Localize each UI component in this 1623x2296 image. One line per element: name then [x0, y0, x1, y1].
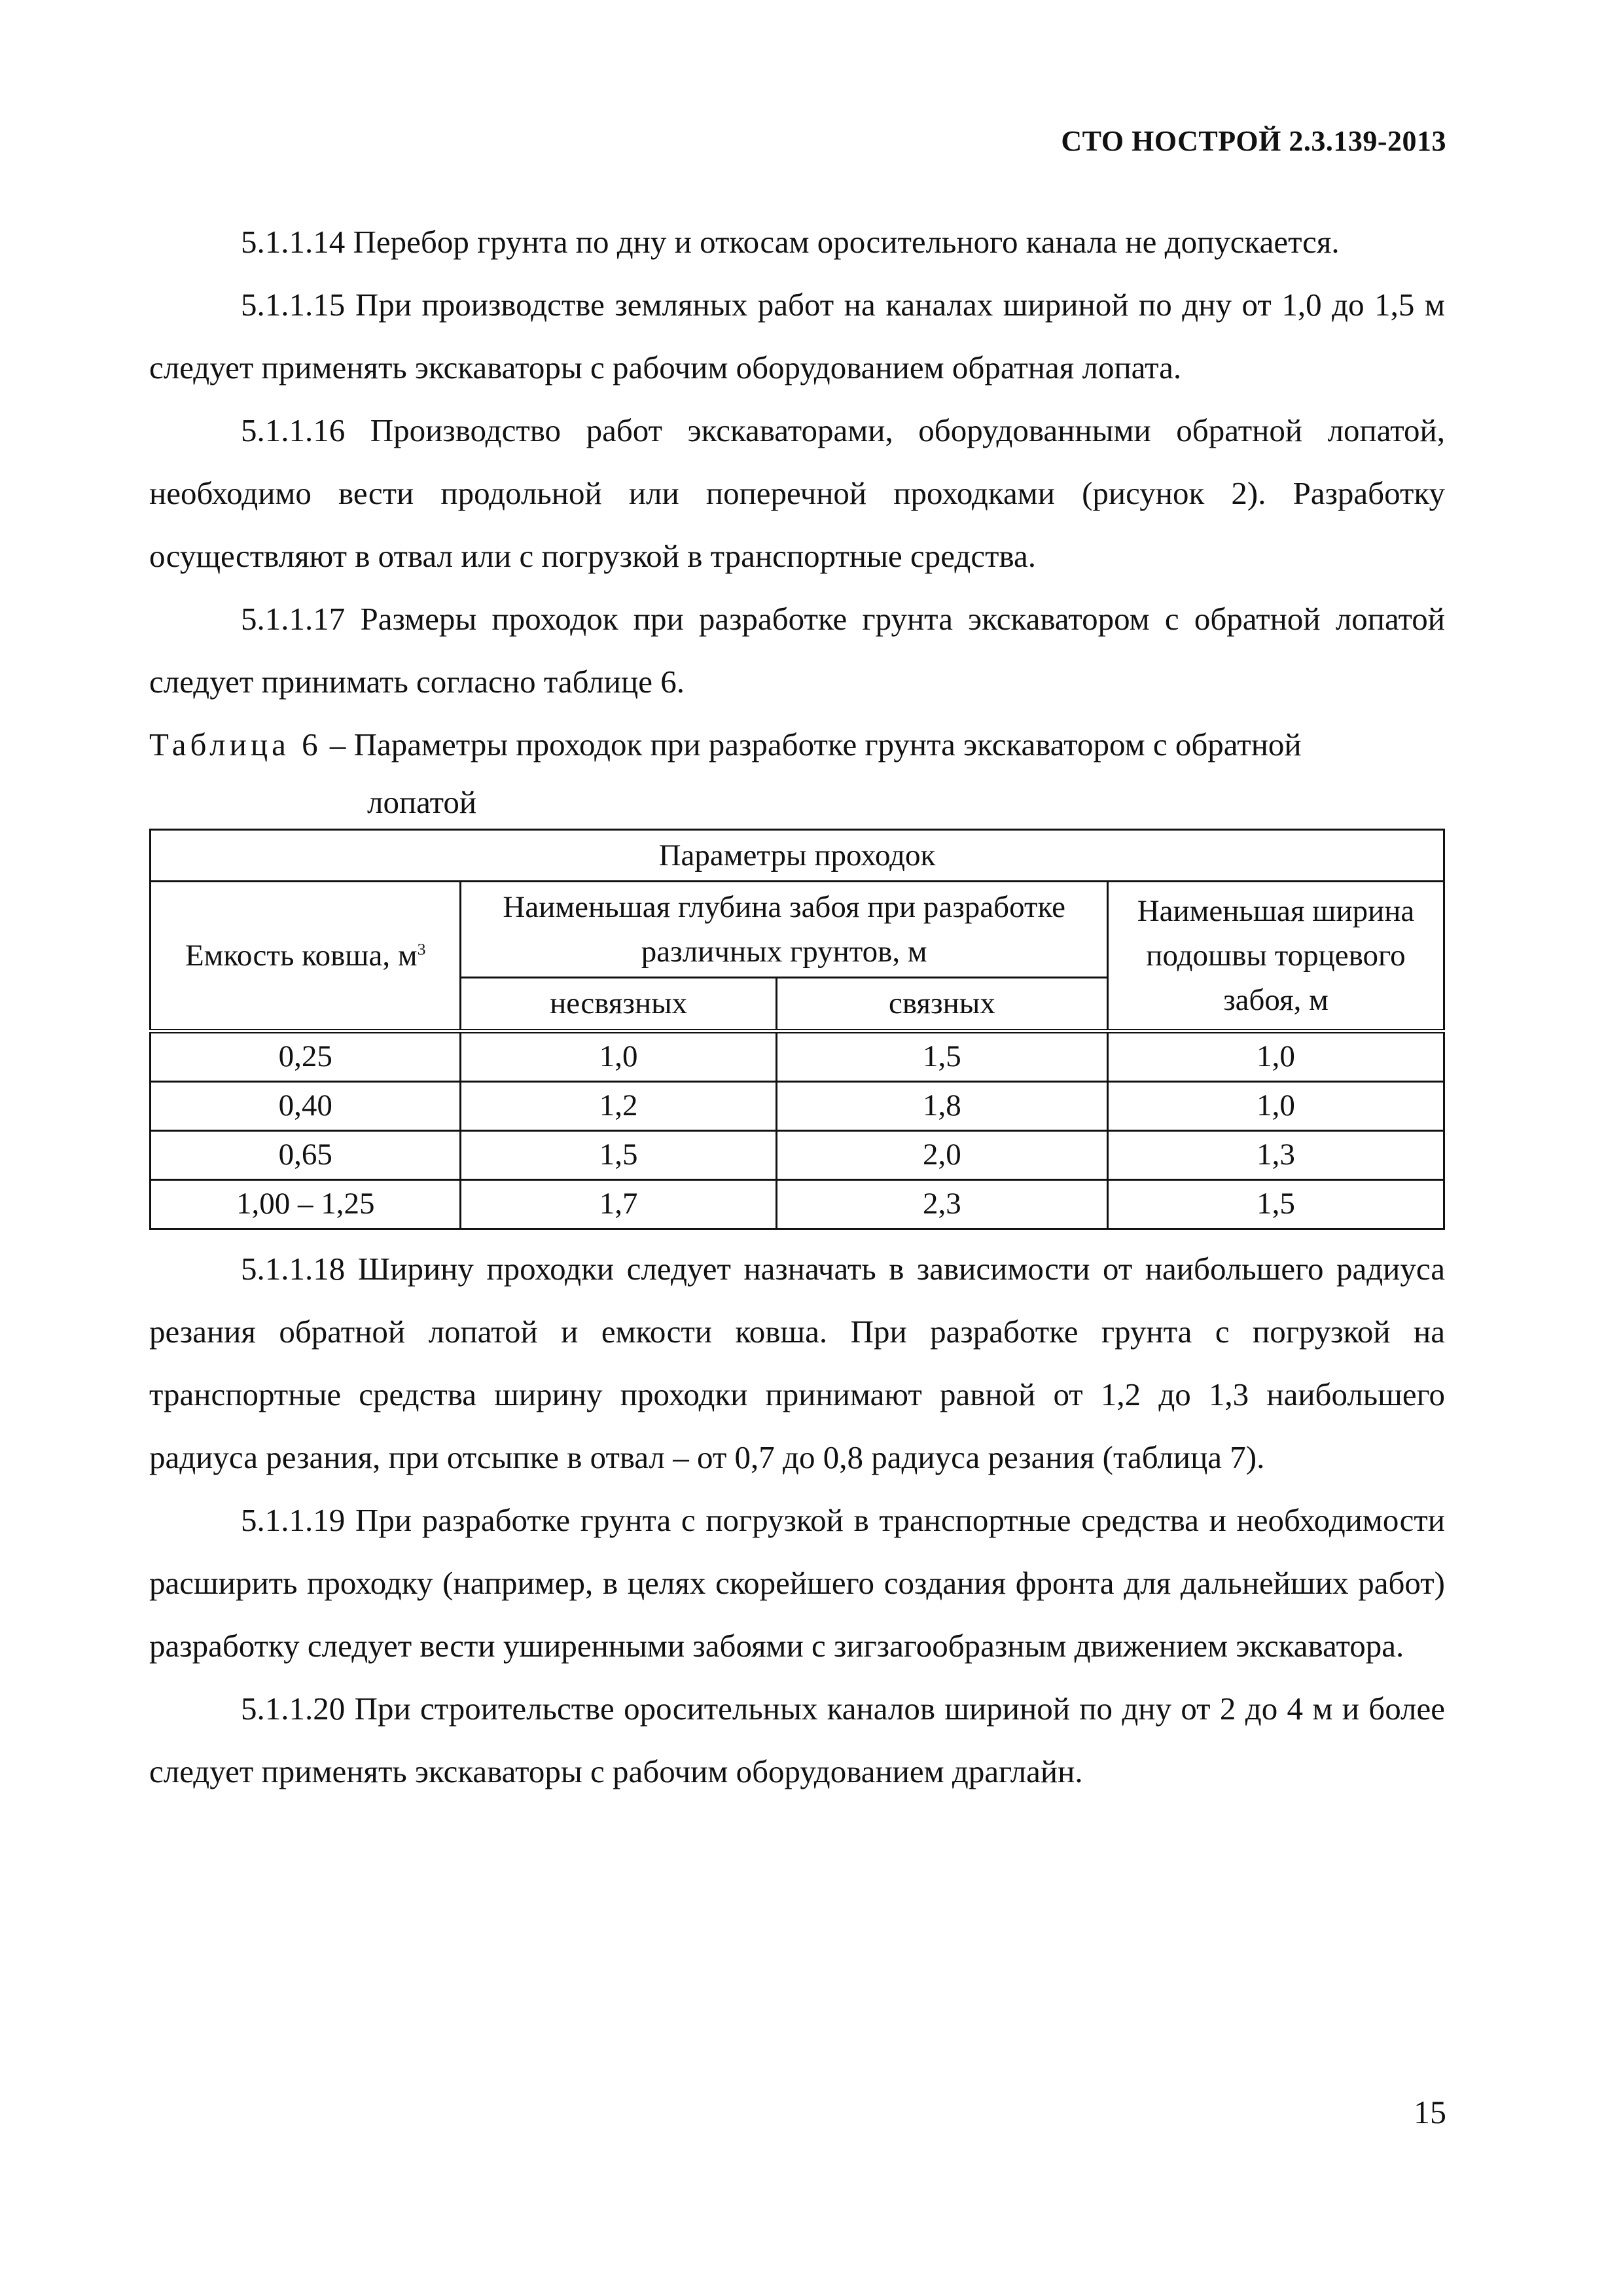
table-6-caption-continuation: лопатой [367, 784, 477, 820]
column-header-loose-soils: несвязных [461, 978, 776, 1031]
table-6-caption-text: – Параметры проходок при разработке грунта экскаватором с обратной [321, 726, 1302, 762]
cell-loose: 1,0 [461, 1031, 776, 1081]
table-6-caption [149, 713, 1445, 776]
cell-width: 1,0 [1107, 1081, 1444, 1130]
cell-cohesive: 2,0 [776, 1130, 1107, 1179]
cell-width: 1,5 [1107, 1179, 1444, 1229]
cell-bucket: 0,65 [151, 1130, 461, 1179]
bucket-capacity-label: Емкость ковша, м [185, 938, 418, 973]
cell-bucket: 0,40 [151, 1081, 461, 1130]
column-header-min-width: Наименьшая ширина подошвы торцевого забоя, м [1107, 882, 1444, 1031]
page-number: 15 [1414, 2094, 1446, 2130]
cell-bucket: 0,25 [151, 1031, 461, 1081]
page-body [149, 211, 1445, 1803]
table-6-caption-label: Таблица 6 [149, 726, 322, 762]
table-row [151, 1031, 1444, 1081]
table-6 [149, 829, 1445, 1230]
cubic-superscript: 3 [417, 939, 426, 959]
cell-loose: 1,5 [461, 1130, 776, 1179]
paragraph-5-1-1-19: 5.1.1.19 При разработке грунта с погрузкой в транспортные средства и необходимости расширить проходку (например, в целях скорейшего создания фронта для дальнейших работ) разработку следует вести уширенными забоями с зигзагообразным движением экскаватора. [149, 1501, 1445, 1664]
paragraph-5-1-1-15: 5.1.1.15 При производстве земляных работ на каналах шириной по дну от 1,0 до 1,5 м следует применять экскаваторы с рабочим оборудованием обратная лопата. [149, 287, 1445, 386]
cell-cohesive: 1,5 [776, 1031, 1107, 1081]
cell-width: 1,0 [1107, 1031, 1444, 1081]
cell-bucket: 1,00 – 1,25 [151, 1179, 461, 1229]
column-header-cohesive-soils: связных [776, 978, 1107, 1031]
table-row [151, 1130, 1444, 1179]
column-header-min-depth: Наименьшая глубина забоя при разработке различных грунтов, м [461, 882, 1107, 978]
table-row [151, 1179, 1444, 1229]
table-row [151, 1081, 1444, 1130]
cell-loose: 1,2 [461, 1081, 776, 1130]
cell-loose: 1,7 [461, 1179, 776, 1229]
cell-width: 1,3 [1107, 1130, 1444, 1179]
table-header-group: Параметры проходок [151, 830, 1444, 882]
paragraph-5-1-1-17: 5.1.1.17 Размеры проходок при разработке грунта экскаватором с обратной лопатой следует принимать согласно таблице 6. [149, 601, 1445, 700]
paragraph-5-1-1-16: 5.1.1.16 Производство работ экскаваторами, оборудованными обратной лопатой, необходимо вести продольной или поперечной проходками (рисунок 2). Разработку осуществляют в отвал или с погрузкой в транспортные средства. [149, 412, 1445, 574]
cell-cohesive: 1,8 [776, 1081, 1107, 1130]
paragraph-5-1-1-14: 5.1.1.14 Перебор грунта по дну и откосам оросительного канала не допускается. [241, 224, 1340, 260]
column-header-bucket-capacity [151, 882, 461, 1031]
paragraph-5-1-1-20: 5.1.1.20 При строительстве оросительных каналов шириной по дну от 2 до 4 м и более следует применять экскаваторы с рабочим оборудованием драглайн. [149, 1690, 1445, 1789]
paragraph-5-1-1-18: 5.1.1.18 Ширину проходки следует назначать в зависимости от наибольшего радиуса резания обратной лопатой и емкости ковша. При разработке грунта с погрузкой на транспортные средства ширину проходки принимают равной от 1,2 до 1,3 наибольшего радиуса резания, при отсыпке в отвал – от 0,7 до 0,8 радиуса резания (таблица 7). [149, 1250, 1445, 1475]
cell-cohesive: 2,3 [776, 1179, 1107, 1229]
document-code-header: СТО НОСТРОЙ 2.3.139-2013 [1061, 125, 1446, 157]
